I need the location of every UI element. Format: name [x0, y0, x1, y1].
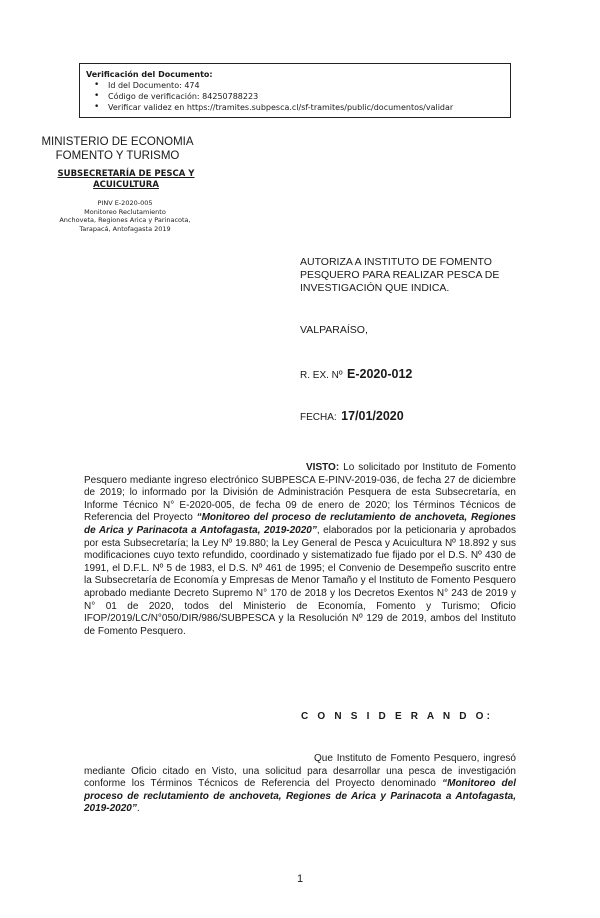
resolution-value: E-2020-012	[347, 367, 413, 381]
resolution-subject	[300, 256, 525, 295]
reference-block	[40, 199, 210, 233]
reference-line: Monitoreo Reclutamiento	[84, 207, 166, 216]
reference-line: Anchoveta, Regiones Arica y Parinacota,	[59, 216, 191, 224]
visto-paragraph	[84, 462, 516, 638]
reference-line: PINV E-2020-005	[97, 199, 153, 207]
verification-list	[86, 80, 510, 113]
considerando-heading: C O N S I D E R A N D O:	[301, 711, 494, 722]
visto-text: Lo solicitado por Instituto de Fomento Pesquero mediante ingreso electrónico SUBPESCA E-PINV-2019-036, de fecha 27 de diciembre de 2019; lo informado por la División de Administración Pesquera de esta Subsecretaría, en Informe Técnico N° E-2020-005, de fecha 09 de enero de 2020; los Términos Técnicos de Referencia del Proyecto	[84, 462, 516, 524]
visto-project-title: “Monitoreo del proceso de reclutamiento de anchoveta, Regiones de Arica y Parinacota a Antofagasta, 2019-2020”	[84, 512, 516, 536]
ministry-line: FOMENTO Y TURISMO	[55, 150, 180, 162]
considerando-text: .	[136, 803, 140, 815]
verification-code: • Código de verificación: 84250788223	[108, 91, 510, 102]
verification-box	[79, 63, 511, 118]
ministry-name	[40, 135, 195, 163]
date-value: 17/01/2020	[341, 409, 404, 423]
ministry-line: MINISTERIO DE ECONOMIA	[41, 136, 194, 148]
verification-title: Verificación del Documento:	[86, 70, 213, 79]
considerando-text: Que Instituto de Fomento Pesquero, ingresó mediante Oficio citado en Visto, una solicitud para desarrollar una pesca de investigación conforme los Términos Técnicos de Referencia del Proyecto denominado	[84, 753, 516, 790]
subsecretaria-line: ACUICULTURA	[93, 180, 159, 190]
considerando-paragraph	[84, 753, 516, 816]
verification-url[interactable]: • Verificar validez en https://tramites.subpesca.cl/sf-tramites/public/documentos/validar	[108, 102, 510, 113]
subject-line: INVESTIGACIÓN QUE INDICA.	[300, 282, 450, 294]
subject-line: PESQUERO PARA REALIZAR PESCA DE	[300, 269, 500, 281]
subject-line: AUTORIZA A INSTITUTO DE FOMENTO	[300, 256, 492, 268]
reference-line: Tarapacá, Antofagasta 2019	[79, 224, 171, 233]
verification-id: • Id del Documento: 474	[108, 80, 510, 91]
resolution-label: R. EX. Nº	[300, 370, 343, 381]
resolution-number	[300, 365, 412, 383]
subsecretaria-name	[48, 169, 204, 191]
subsecretaria-line: SUBSECRETARÍA DE PESCA Y	[57, 169, 195, 179]
resolution-date	[300, 407, 404, 425]
visto-text: , elaborados por la peticionaria y aprobados por esta Subsecretaría; la Ley Nº 19.880; la Ley General de Pesca y Acuicultura Nº 18.892 y sus modificaciones cuyo texto refundido, coordinado y sistematizado fue fijado por el D.S. Nº 430 de 1991, el D.F.L. Nº 5 de 1983, el D.S. Nº 461 de 1995; el Convenio de Desempeño suscrito entre la Subsecretaría de Economía y Empresas de Menor Tamaño y el Instituto de Fomento Pesquero aprobado mediante Decreto Supremo N° 170 de 2018 y los Decretos Exentos N° 243 de 2019 y N° 01 de 2020, todos del Ministerio de Economía, Fomento y Turismo; Oficio IFOP/2019/LC/N°050/DIR/986/SUBPESCA y la Resolución Nº 129 de 2019, ambos del Instituto de Fomento Pesquero.	[84, 524, 516, 637]
city: VALPARAÍSO,	[300, 324, 368, 336]
considerando-project-title: “Monitoreo del proceso de reclutamiento de anchoveta, Regiones de Arica y Parinacota a Antofagasta, 2019-2020”	[84, 778, 516, 815]
visto-heading: VISTO:	[306, 462, 340, 473]
date-label: FECHA:	[300, 412, 337, 423]
page-number: 1	[296, 873, 304, 885]
